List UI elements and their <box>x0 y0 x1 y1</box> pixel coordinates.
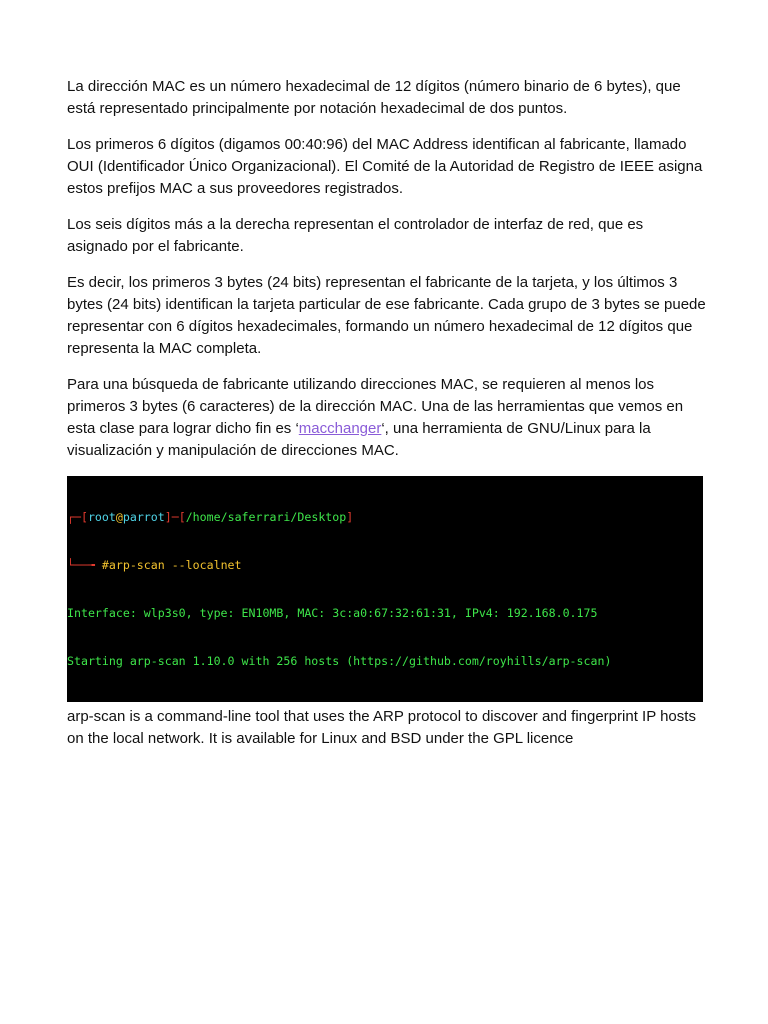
paragraph-macchanger-text-before: Para una búsqueda de fabricante utilizando direcciones MAC, se requieren al menos los primeros 3 bytes (6 caracteres) de la dirección MAC. Una de las herramientas que vemos en esta clase para lograr dicho fin es ‘ <box>67 376 684 437</box>
prompt-corner: ┌─[ <box>67 510 88 524</box>
prompt-at: @ <box>115 510 123 524</box>
terminal-prompt-line <box>67 509 703 525</box>
terminal-starting-line: Starting arp-scan 1.10.0 with 256 hosts (https://github.com/royhills/arp-scan) <box>67 654 612 668</box>
command-text: #arp-scan --localnet <box>101 558 242 572</box>
prompt-user: root <box>87 510 116 524</box>
command-prefix: └──╼ <box>67 558 102 572</box>
paragraph-nic-digits: Los seis dígitos más a la derecha representan el controlador de interfaz de red, que es asignado por el fabricante. <box>67 216 644 255</box>
paragraph-oui: Los primeros 6 dígitos (digamos 00:40:96) del MAC Address identifican al fabricante, llamado OUI (Identificador Único Organizacional). El Comité de la Autoridad de Registro de IEEE asigna estos prefijos MAC a sus proveedores registrados. <box>67 136 703 197</box>
paragraph-macchanger <box>67 374 707 462</box>
prompt-host: parrot <box>122 510 165 524</box>
terminal-interface-line: Interface: wlp3s0, type: EN10MB, MAC: 3c:a0:67:32:61:31, IPv4: 192.168.0.175 <box>67 606 598 620</box>
prompt-path: /home/saferrari/Desktop <box>185 510 347 524</box>
prompt-separator: ]─[ <box>164 510 186 524</box>
paragraph-mac-definition: La dirección MAC es un número hexadecimal de 12 dígitos (número binario de 6 bytes), que está representado principalmente por notación hexadecimal de dos puntos. <box>67 78 681 117</box>
paragraph-bytes-explanation: Es decir, los primeros 3 bytes (24 bits) representan el fabricante de la tarjeta, y los últimos 3 bytes (24 bits) identifican la tarjeta particular de ese fabricante. Cada grupo de 3 bytes se puede representar con 6 dígitos hexadecimales, formando un número hexadecimal de 12 dígitos que representa la MAC completa. <box>67 274 706 357</box>
terminal-screenshot <box>67 476 703 702</box>
paragraph-macchanger-text-after: ‘, una herramienta de GNU/Linux para la visualización y manipulación de direcciones MAC. <box>67 420 651 459</box>
macchanger-link[interactable]: macchanger <box>298 420 382 437</box>
prompt-end: ] <box>346 510 354 524</box>
arp-scan-caption: arp-scan is a command-line tool that uses the ARP protocol to discover and fingerprint IP hosts on the local network. It is available for Linux and BSD under the GPL licence <box>67 708 696 747</box>
terminal-command-line <box>67 557 703 573</box>
document-page <box>67 76 707 750</box>
